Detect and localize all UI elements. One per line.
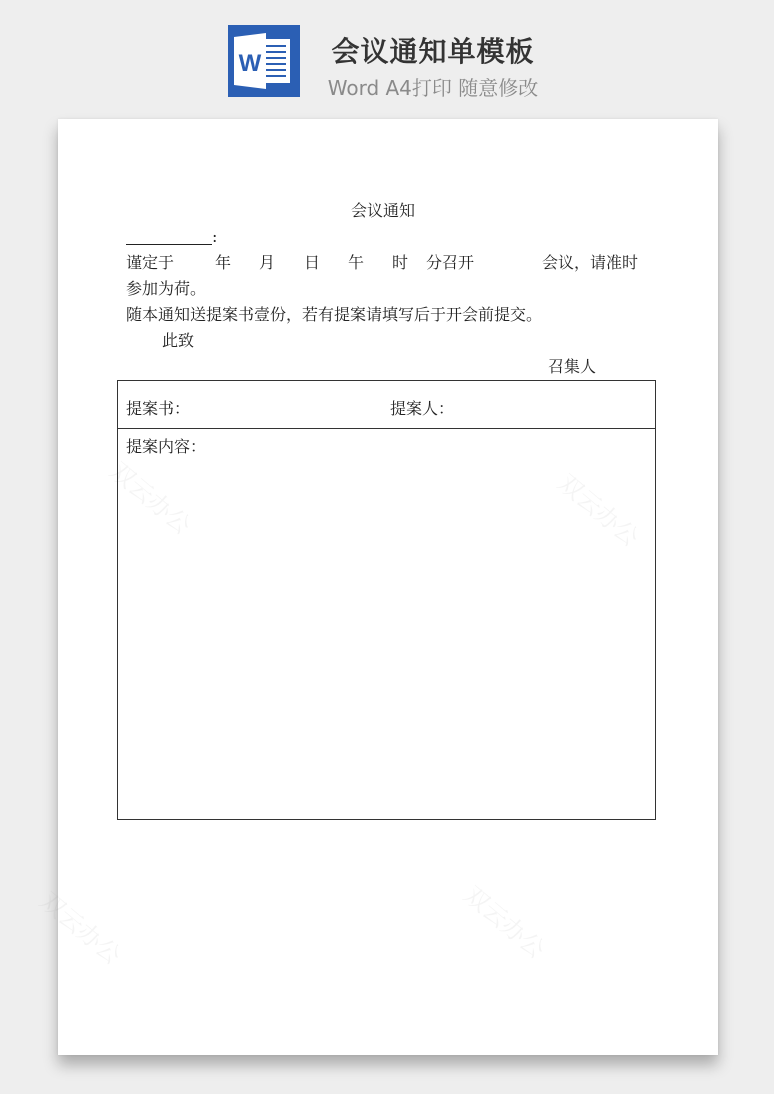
- hour-label: 时: [392, 253, 409, 272]
- month-label: 月: [259, 253, 276, 272]
- word-icon-letter: W: [238, 50, 262, 77]
- template-title: 会议通知单模板: [331, 35, 535, 68]
- convener-label: 召集人: [548, 357, 597, 376]
- watermark: 双云办公: [104, 456, 197, 540]
- watermark: 双云办公: [458, 880, 551, 964]
- proposal-content-label: 提案内容：: [126, 437, 207, 456]
- noon-label: 午: [348, 253, 365, 272]
- year-label: 年: [215, 253, 232, 272]
- proposal-book-label: 提案书：: [126, 399, 191, 418]
- word-icon: [228, 25, 300, 97]
- watermark: 双云办公: [34, 886, 127, 970]
- template-header: [0, 0, 774, 110]
- addressee-blank[interactable]: [126, 229, 212, 245]
- watermark: 双云办公: [552, 468, 645, 552]
- table-divider: [118, 428, 655, 429]
- day-label: 日: [304, 253, 321, 272]
- proposal-instruction: 随本通知送提案书壹份，若有提案请填写后于开会前提交。: [126, 305, 543, 324]
- proposal-form-table: [117, 380, 656, 820]
- addressee-colon: :: [212, 227, 218, 246]
- meeting-suffix: 会议，请准时: [542, 253, 639, 272]
- document-title: 会议通知: [351, 201, 416, 220]
- minute-convene-label: 分召开: [426, 253, 475, 272]
- template-subtitle: Word A4打印 随意修改: [327, 76, 539, 100]
- document-page: [34, 119, 718, 1055]
- attend-line: 参加为荷。: [126, 279, 207, 298]
- closing-salutation: 此致: [162, 331, 195, 350]
- scheduled-prefix: 谨定于: [126, 253, 175, 272]
- proposer-label: 提案人：: [390, 399, 455, 418]
